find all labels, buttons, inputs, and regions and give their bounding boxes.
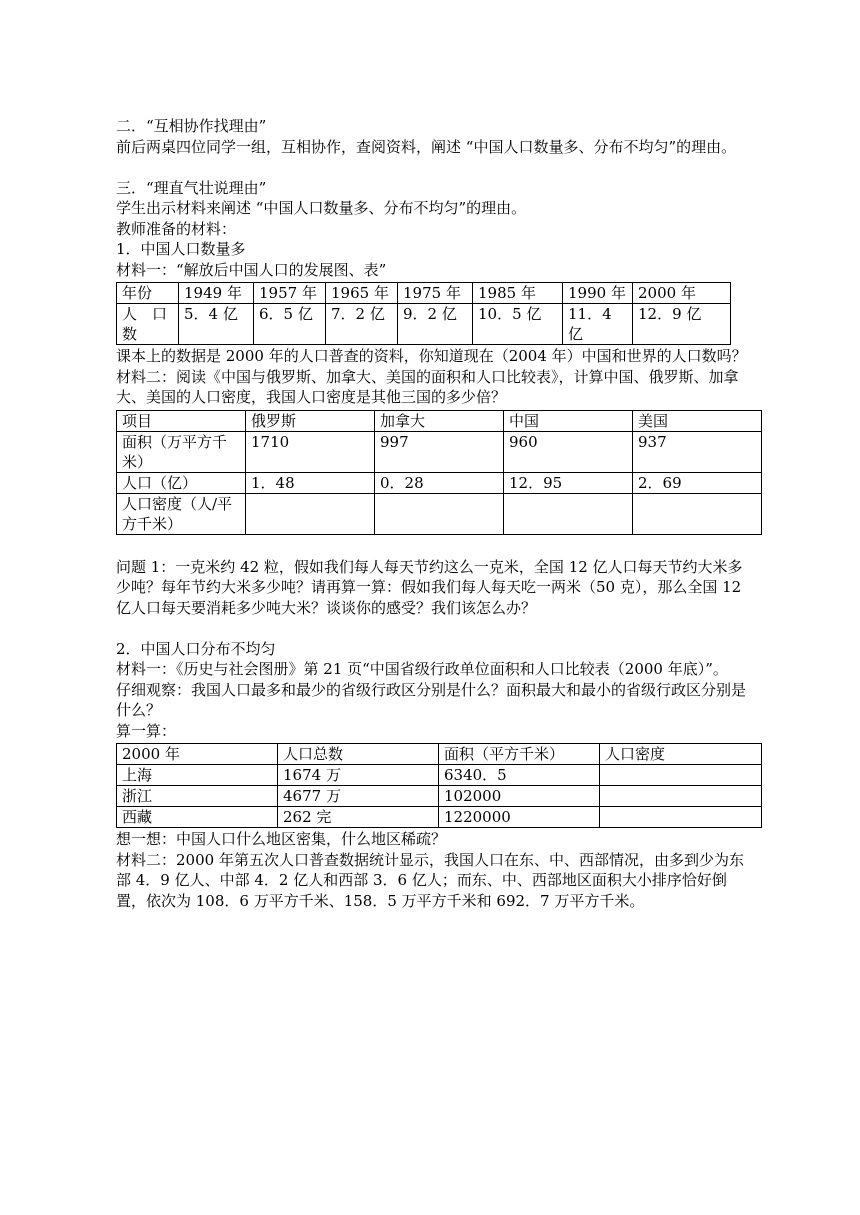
section2-body: 前后两桌四位同学一组，互相协作，查阅资料，阐述 “中国人口数量多、分布不均匀”的理由。 [116,137,737,156]
table-cell: 6340．5 [439,765,600,786]
table-row [117,765,762,786]
part2-calc-label: 算一算： [116,721,177,740]
table-cell: 11．4 亿 [563,304,633,345]
table-cell: 1．48 [246,472,375,493]
table-row [117,786,762,807]
part2-observe: 仔细观察：我国人口最多和最少的省级行政区分别是什么？面积最大和最小的省级行政区分别是什么？ [116,680,747,719]
table-row [117,493,762,534]
province-density-table [116,743,762,828]
table-cell: 262 完 [278,807,439,828]
table-row [117,807,762,828]
table-header-cell: 中国 [504,410,633,431]
table-cell: 2000 年 [633,283,731,304]
table-cell: 5．4 亿 [179,304,254,345]
table-cell: 2．69 [633,472,762,493]
table-cell: 1965 年 [326,283,398,304]
spacer [116,618,752,639]
question1: 问题 1：一克米约 42 粒，假如我们每人每天节约这么一克米，全国 12 亿人口每天节约大米多少吨？每年节约大米多少吨？请再算一算：假如我们每人每天吃一两米（50 克），那么全国 12 亿人口每天要消耗多少吨大米？谈谈你的感受？我们该怎么办？ [116,557,743,617]
table-cell: 102000 [439,786,600,807]
table-header-cell: 美国 [633,410,762,431]
part2-material2-text: 材料二：2000 年第五次人口普查数据统计显示，我国人口在东、中、西部情况，由多到少为东部 4．9 亿人、中部 4．2 亿人和西部 3．6 亿人；而东、中、西部地区面积大小排序恰好倒置，依次为 108．6 万平方千米、158．5 万平方千米和 692．7 万平方千米。 [116,850,744,910]
part2-material1-text: 材料一：《历史与社会图册》第 21 页“中国省级行政单位面积和人口比较表（2000 年底）”。 [116,660,728,678]
table-cell [633,493,762,534]
table-row [117,744,762,765]
section3-heading: 三．“理直气壮说理由” [116,178,267,197]
part2-think: 想一想：中国人口什么地区密集，什么地区稀疏？ [116,830,447,848]
part1-heading: 1．中国人口数量多 [116,240,246,258]
table-cell [600,765,762,786]
table-row [117,410,762,431]
spacer [116,157,752,178]
table-header-cell: 人口总数 [278,744,439,765]
table-header-cell: 俄罗斯 [246,410,375,431]
table-header-cell: 2000 年 [117,744,278,765]
table-cell [375,493,504,534]
table-row [117,431,762,472]
table-cell: 浙江 [117,786,278,807]
table-cell: 1957 年 [254,283,326,304]
table-cell: 997 [375,431,504,472]
table-cell: 1710 [246,431,375,472]
table-cell: 1949 年 [179,283,254,304]
section3-line1: 学生出示材料来阐述 “中国人口数量多、分布不均匀”的理由。 [116,199,527,217]
part2-heading: 2．中国人口分布不均匀 [116,639,276,658]
table-cell: 6．5 亿 [254,304,326,345]
table-cell: 10．5 亿 [473,304,563,345]
table-header-cell: 加拿大 [375,410,504,431]
table-header-cell: 项目 [117,410,246,431]
table-row [117,472,762,493]
table-cell: 上海 [117,765,278,786]
table-row [117,283,731,304]
part1-material2-text: 材料二：阅读《中国与俄罗斯、加拿大、美国的面积和人口比较表》，计算中国、俄罗斯、加拿大、美国的人口密度，我国人口密度是其他三国的多少倍？ [116,367,739,406]
table-cell: 960 [504,431,633,472]
table-cell: 人口密度（人/平方千米） [117,493,246,534]
table-cell: 0．28 [375,472,504,493]
table-cell [504,493,633,534]
document-page [116,116,752,911]
table-cell: 7．2 亿 [326,304,398,345]
table-cell: 西藏 [117,807,278,828]
table-header-cell: 人口密度 [600,744,762,765]
table-cell: 4677 万 [278,786,439,807]
table-cell: 1975 年 [398,283,473,304]
table-cell [600,786,762,807]
table-cell: 年份 [117,283,179,304]
table-cell: 人口（亿） [117,472,246,493]
table-header-cell: 面积（平方千米） [439,744,600,765]
section3-line2: 教师准备的材料： [116,219,237,238]
table-row [117,304,731,345]
table-cell: 1674 万 [278,765,439,786]
table-cell: 12．9 亿 [633,304,731,345]
table-cell: 人 口数 [117,304,179,345]
note-after-table1: 课本上的数据是 2000 年的人口普查的资料，你知道现在（2004 年）中国和世界的人口数吗？ [116,347,747,365]
table-cell: 1220000 [439,807,600,828]
table-cell: 12．95 [504,472,633,493]
table-cell [246,493,375,534]
spacer [116,535,752,557]
table-cell: 937 [633,431,762,472]
table-cell: 面积（万平方千米） [117,431,246,472]
section2-heading: 二．“互相协作找理由” [116,117,267,135]
population-history-table [116,282,731,345]
part1-material1-title: 材料一：“解放后中国人口的发展图、表” [116,260,387,279]
country-comparison-table [116,410,762,535]
table-cell: 9．2 亿 [398,304,473,345]
table-cell: 1990 年 [563,283,633,304]
table-cell: 1985 年 [473,283,563,304]
table-cell [600,807,762,828]
